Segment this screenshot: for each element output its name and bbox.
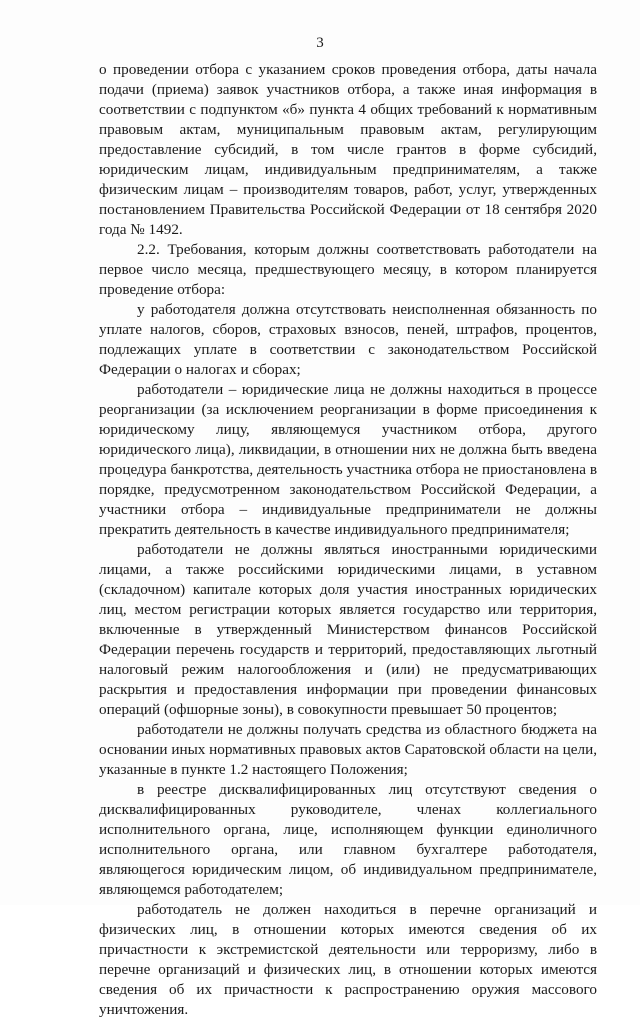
paragraph: о проведении отбора с указанием сроков проведения отбора, даты начала подачи (приема) заявок участников отбора, а также иная информация в соответствии с подпунктом «б» пункта 4 общих требований к нормативным правовым актам, муниципальным правовым актам, регулирующим предоставление субсидий, в том числе грантов в форме субсидий, юридическим лицам, индивидуальным предпринимателям, а также физическим лицам – производителям товаров, работ, услуг, утвержденных постановлением Правительства Российской Федерации от 18 сентября 2020 года № 1492.	[99, 61, 597, 238]
body-text	[99, 60, 597, 1020]
paragraph: работодатели не должны получать средства из областного бюджета на основании иных нормативных правовых актов Саратовской области на цели, указанные в пункте 1.2 настоящего Положения;	[99, 721, 597, 778]
paragraph: работодатели – юридические лица не должны находиться в процессе реорганизации (за исключением реорганизации в форме присоединения к юридическому лицу, являющемуся участником отбора, другого юридического лица), ликвидации, в отношении них не должна быть введена процедура банкротства, деятельность участника отбора не приостановлена в порядке, предусмотренном законодательством Российской Федерации, а участники отбора – индивидуальные предприниматели не должны прекратить деятельность в качестве индивидуального предпринимателя;	[99, 381, 597, 538]
paragraph: в реестре дисквалифицированных лиц отсутствуют сведения о дисквалифицированных руководителе, членах коллегиального исполнительного органа, лице, исполняющем функции единоличного исполнительного органа, или главном бухгалтере работодателя, являющегося юридическим лицом, об индивидуальном предпринимателе, являющемся работодателем;	[99, 781, 597, 898]
paragraph: у работодателя должна отсутствовать неисполненная обязанность по уплате налогов, сборов, страховых взносов, пеней, штрафов, процентов, подлежащих уплате в соответствии с законодательством Российской Федерации о налогах и сборах;	[99, 301, 597, 378]
paragraph: 2.2. Требования, которым должны соответствовать работодатели на первое число месяца, предшествующего месяцу, в котором планируется проведение отбора:	[99, 241, 597, 298]
page-number: 3	[316, 35, 324, 51]
paragraph: работодатель не должен находиться в перечне организаций и физических лиц, в отношении которых имеются сведения об их причастности к экстремистской деятельности или терроризму, либо в перечне организаций и физических лиц, в отношении которых имеются сведения об их причастности к распространению оружия массового уничтожения.	[99, 901, 597, 1018]
paragraph: работодатели не должны являться иностранными юридическими лицами, а также российскими юридическими лицами, в уставном (складочном) капитале которых доля участия иностранных юридических лиц, местом регистрации которых является государство или территория, включенные в утвержденный Министерством финансов Российской Федерации перечень государств и территорий, предоставляющих льготный налоговый режим налогообложения и (или) не предусматривающих раскрытия и предоставления информации при проведении финансовых операций (офшорные зоны), в совокупности превышает 50 процентов;	[99, 541, 597, 718]
